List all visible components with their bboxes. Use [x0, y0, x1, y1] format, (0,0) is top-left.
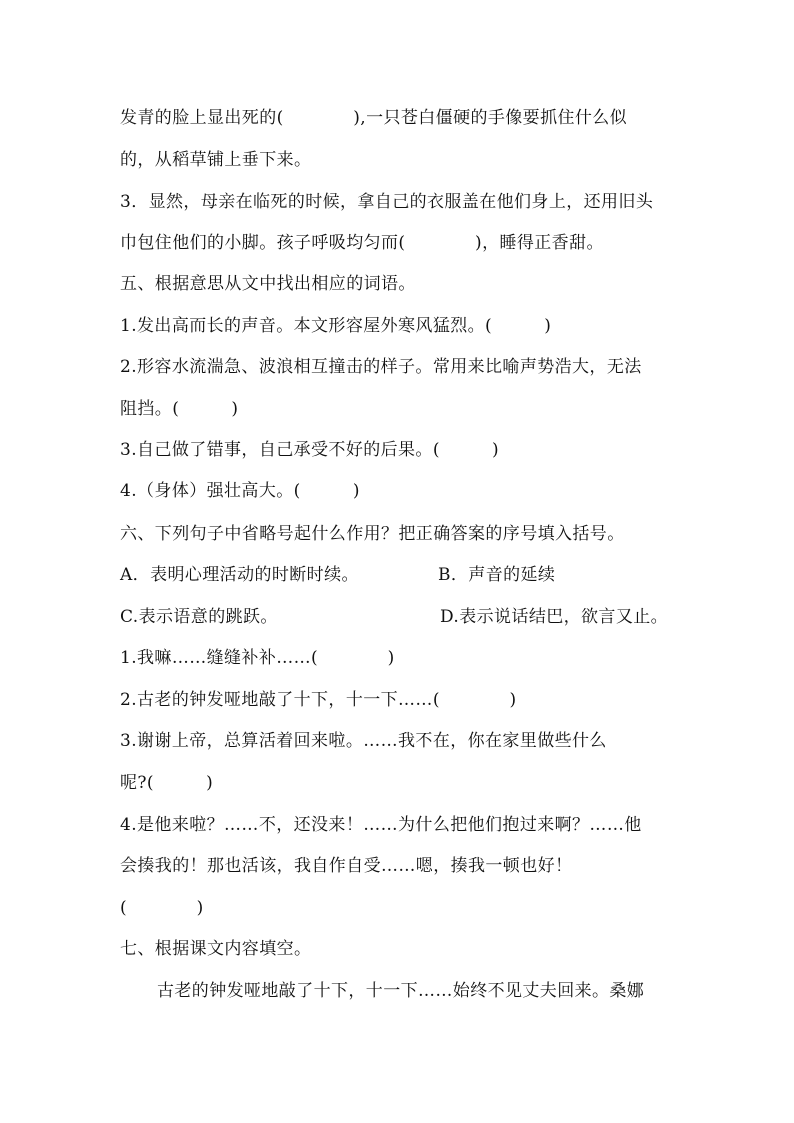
question-5-1: 1.发出高而长的声音。本文形容屋外寒风猛烈。( ): [120, 316, 552, 336]
text-line: 发青的脸上显出死的( ),一只苍白僵硬的手像要抓住什么似: [120, 108, 628, 128]
text-line: 呢?( ): [120, 773, 214, 793]
question-6-1: 1.我嘛……缝缝补补……( ): [120, 648, 395, 668]
passage-line: 古老的钟发哑地敲了十下，十一下……始终不见丈夫回来。桑娜: [157, 981, 645, 1001]
section-6-heading: 六、下列句子中省略号起什么作用？把正确答案的序号填入括号。: [120, 524, 625, 544]
question-5-4: 4.（身体）强壮高大。( ): [120, 481, 360, 501]
option-d: D.表示说话结巴，欲言又止。: [440, 607, 669, 627]
question-3: 3．显然，母亲在临死的时候，拿自己的衣服盖在他们身上，还用旧头: [120, 192, 654, 212]
text-line: 的，从稻草铺上垂下来。: [120, 150, 312, 170]
section-7-heading: 七、根据课文内容填空。: [120, 939, 312, 959]
text-line: 阻挡。( ): [120, 399, 239, 419]
option-c: C.表示语意的跳跃。: [120, 607, 278, 627]
question-6-3: 3.谢谢上帝，总算活着回来啦。……我不在，你在家里做些什么: [120, 731, 607, 751]
question-5-3: 3.自己做了错事，自己承受不好的后果。( ): [120, 440, 500, 460]
question-6-2: 2.古老的钟发哑地敲了十下，十一下……( ): [120, 690, 517, 710]
option-a: A．表明心理活动的时断时续。: [120, 565, 359, 585]
text-line: 巾包住他们的小脚。孩子呼吸均匀而( )，睡得正香甜。: [120, 233, 604, 253]
question-6-4: 4.是他来啦？……不，还没来！……为什么把他们抱过来啊？……他: [120, 815, 642, 835]
section-5-heading: 五、根据意思从文中找出相应的词语。: [120, 274, 416, 294]
question-5-2: 2.形容水流湍急、波浪相互撞击的样子。常用来比喻声势浩大，无法: [120, 357, 642, 377]
option-b: B．声音的延续: [438, 565, 556, 585]
text-line: 会揍我的！那也活该，我自作自受……嗯，揍我一顿也好！: [120, 856, 573, 876]
answer-blank: ( ): [120, 898, 204, 918]
